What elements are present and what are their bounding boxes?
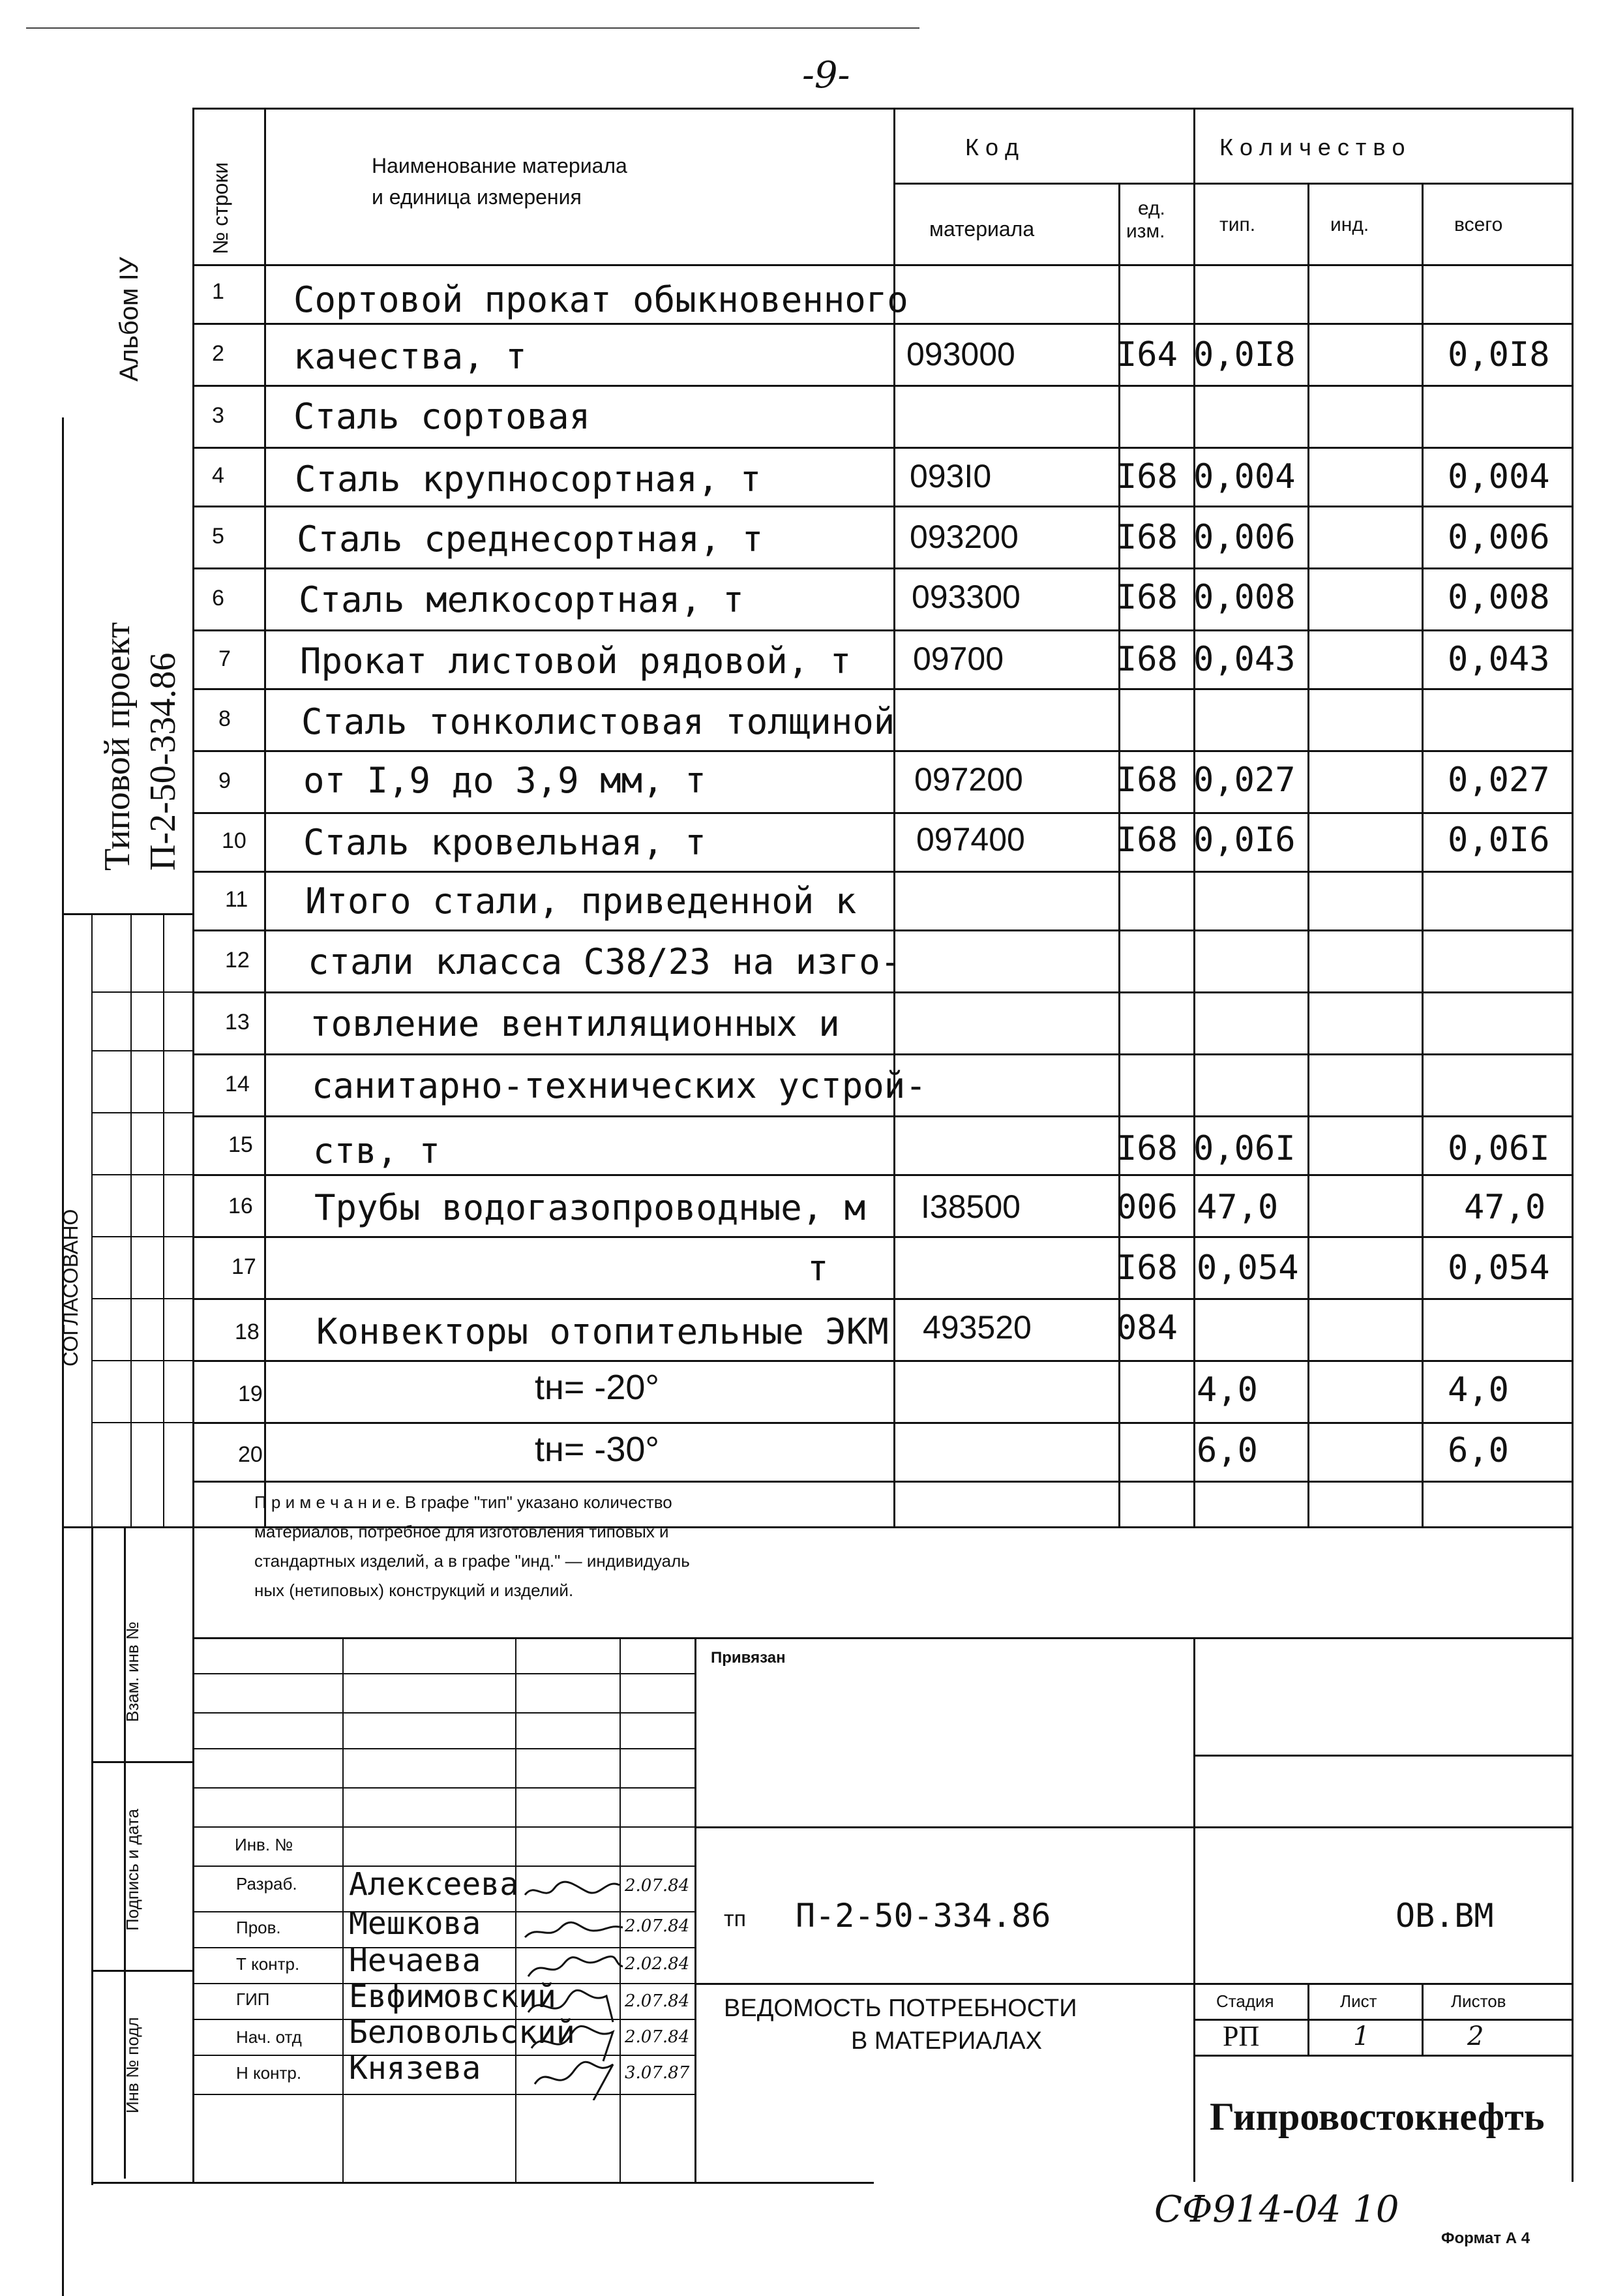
bound-label: Привязан bbox=[711, 1649, 786, 1667]
total-header: всего bbox=[1454, 214, 1503, 235]
tp-label: тп bbox=[724, 1907, 746, 1931]
inv-no-label: Инв. № bbox=[235, 1835, 293, 1854]
album-label: Альбом IУ bbox=[115, 256, 143, 382]
row-number-header: № строки bbox=[209, 162, 232, 254]
organization-name: Гипровостокнефть bbox=[1210, 2095, 1545, 2138]
signature-scribbles-icon bbox=[515, 1865, 626, 2100]
document-mark: ОВ.ВМ bbox=[1396, 1897, 1494, 1935]
material-name-header: Наименование материала bbox=[372, 154, 627, 177]
material-code-header: материала bbox=[929, 217, 1035, 241]
project-type-label: Типовой проект bbox=[97, 622, 138, 871]
code-header: К о д bbox=[965, 134, 1019, 160]
ind-header: инд. bbox=[1330, 214, 1369, 235]
page-number: -9- bbox=[802, 54, 850, 97]
quantity-header: К о л и ч е с т в о bbox=[1219, 134, 1405, 160]
typ-header: тип. bbox=[1219, 214, 1256, 235]
note-line-2: материалов, потребное для изготовления типовых и bbox=[254, 1522, 669, 1541]
format-label: Формат А 4 bbox=[1441, 2229, 1530, 2247]
stage-value: РП bbox=[1223, 2020, 1260, 2052]
unit-header-2: изм. bbox=[1126, 220, 1165, 242]
project-code-label: П-2-50-334.86 bbox=[143, 652, 183, 871]
stage-header: Стадия bbox=[1216, 1991, 1274, 2011]
note-line-3: стандартных изделий, а в графе "инд." — индивидуаль bbox=[254, 1551, 690, 1571]
document-code: П-2-50-334.86 bbox=[796, 1897, 1051, 1935]
inv-orig-label: Инв № подл bbox=[123, 2017, 142, 2113]
archive-number: СФ914-04 10 bbox=[1154, 2188, 1399, 2231]
document-title-1: ВЕДОМОСТЬ ПОТРЕБНОСТИ bbox=[724, 1995, 1077, 2022]
note-line-4: ных (нетиповых) конструкций и изделий. bbox=[254, 1580, 574, 1600]
sign-date-label: Подпись и дата bbox=[123, 1808, 142, 1931]
exchange-inv-label: Взам. инв № bbox=[123, 1622, 142, 1722]
agreed-label: СОГЛАСОВАНО bbox=[59, 1209, 82, 1367]
note-line-1: П р и м е ч а н и е. В графе "тип" указано количество bbox=[254, 1492, 672, 1512]
sheet-value: 1 bbox=[1353, 2021, 1370, 2051]
document-title-2: В МАТЕРИАЛАХ bbox=[851, 2027, 1042, 2055]
sheets-value: 2 bbox=[1467, 2021, 1484, 2051]
sheets-header: Листов bbox=[1451, 1991, 1506, 2011]
unit-header: ед. bbox=[1138, 198, 1165, 219]
sheet-header: Лист bbox=[1340, 1991, 1377, 2011]
material-name-header-2: и единица измерения bbox=[372, 185, 582, 209]
